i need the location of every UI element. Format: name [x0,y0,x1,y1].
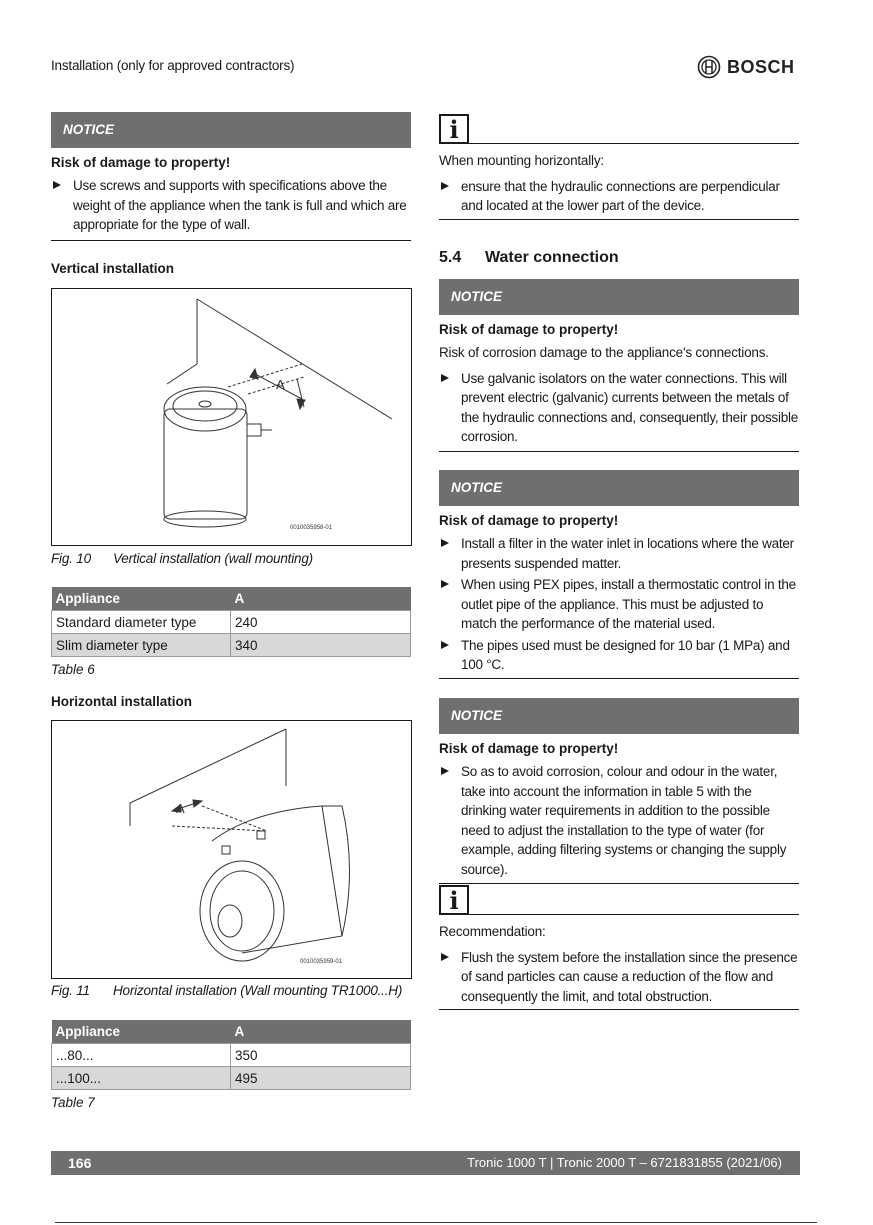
figure-number: Fig. 10 [51,551,91,566]
table-7 [51,1020,411,1090]
notice-heading: Risk of damage to property! [439,741,619,756]
notice-heading: Risk of damage to property! [51,155,231,170]
dimension-a-label: A [176,801,185,816]
table-cell: Slim diameter type [52,634,231,657]
bosch-armature-icon [697,55,721,79]
notice-bullet: Install a filter in the water inlet in locations where the water presents suspended matter. [439,534,799,573]
info-block-2 [439,885,799,1010]
vertical-tank-drawing [52,289,411,545]
table-cell: 350 [231,1044,411,1067]
table-header-row [52,1020,411,1044]
figure-horizontal-installation [51,720,412,979]
notice-heading: Risk of damage to property! [439,513,619,528]
document-reference: Tronic 1000 T | Tronic 2000 T – 6721831855 (2021/06) [467,1155,782,1170]
figure-caption-text: Vertical installation (wall mounting) [113,551,313,566]
notice-block-1 [51,112,411,241]
divider [439,678,799,679]
info-icon: i [439,114,469,144]
table-row [52,634,411,657]
vertical-installation-heading: Vertical installation [51,261,175,276]
notice-label: NOTICE [51,112,411,148]
figure-number: Fig. 11 [51,983,90,998]
notice-text: Risk of corrosion damage to the appliance's connections. [439,345,769,360]
notice-bullet: When using PEX pipes, install a thermostatic control in the outlet pipe of the appliance. This must be adjusted to match the performance of the material used. [439,575,799,634]
table-cell: Standard diameter type [52,611,231,634]
notice-bullet: Use screws and supports with specifications above the weight of the appliance when the tank is full and which are appropriate for the type of wall. [51,176,411,235]
horizontal-installation-heading: Horizontal installation [51,694,193,709]
table-cell: 340 [231,634,411,657]
figure-vertical-installation [51,288,412,546]
notice-label: NOTICE [439,470,799,506]
brand-name: BOSCH [727,56,795,77]
info-block-1 [439,114,799,220]
info-header [439,114,799,144]
table-cell: ...100... [52,1067,231,1090]
table-7-caption: Table 7 [51,1095,95,1110]
table-cell: 240 [231,611,411,634]
page-number: 166 [68,1155,92,1171]
table-header-a: A [231,1020,411,1044]
notice-block-4 [439,698,799,884]
notice-block-2 [439,279,799,452]
divider [439,219,799,220]
info-bullet: ensure that the hydraulic connections are perpendicular and located at the lower part of the device. [439,177,799,216]
notice-bullet: Use galvanic isolators on the water connections. This will prevent electric (galvanic) currents between the metals of the hydraulic connections and, consequently, their possible corrosion. [439,369,799,447]
notice-bullet: So as to avoid corrosion, colour and odour in the water, take into account the information in table 5 with the drinking water requirements in addition to the possible need to adjust the installation to the type of water (for example, adding filtering systems or changing the supply source). [439,762,799,879]
figure-11-caption [51,983,402,998]
figure-caption-text: Horizontal installation (Wall mounting TR1000...H) [113,983,403,998]
info-intro: When mounting horizontally: [439,153,604,168]
table-row [52,611,411,634]
divider [439,451,799,452]
info-bullet: Flush the system before the installation since the presence of sand particles can cause a reduction of the flow and consequently the limit, and total obstruction. [439,948,799,1007]
page-header-title: Installation (only for approved contractors) [51,58,295,73]
table-header-row [52,587,411,611]
divider [469,914,799,915]
figure-code: 0010035959-01 [300,959,343,965]
section-number: 5.4 [439,249,462,266]
dimension-a-label: A [276,377,285,392]
notice-bullet: The pipes used must be designed for 10 bar (1 MPa) and 100 °C. [439,636,799,675]
info-intro: Recommendation: [439,924,546,939]
section-heading [439,249,619,267]
page-footer [51,1151,800,1175]
table-row [52,1044,411,1067]
divider [439,883,799,884]
table-row [52,1067,411,1090]
bottom-rule [55,1222,817,1223]
notice-label: NOTICE [439,698,799,734]
table-cell: 495 [231,1067,411,1090]
notice-block-3 [439,470,799,679]
notice-label: NOTICE [439,279,799,315]
info-icon: i [439,885,469,915]
section-title: Water connection [485,249,619,266]
figure-code: 0010035958-01 [290,525,333,531]
brand-logo [697,55,795,79]
table-cell: ...80... [52,1044,231,1067]
divider [439,1009,799,1010]
table-header-appliance: Appliance [52,587,231,611]
info-header [439,885,799,915]
divider [51,240,411,241]
figure-10-caption [51,551,313,566]
divider [469,143,799,144]
notice-heading: Risk of damage to property! [439,322,619,337]
table-6 [51,587,411,657]
horizontal-tank-drawing [52,721,411,978]
table-6-caption: Table 6 [51,662,95,677]
table-header-appliance: Appliance [52,1020,231,1044]
table-header-a: A [231,587,411,611]
